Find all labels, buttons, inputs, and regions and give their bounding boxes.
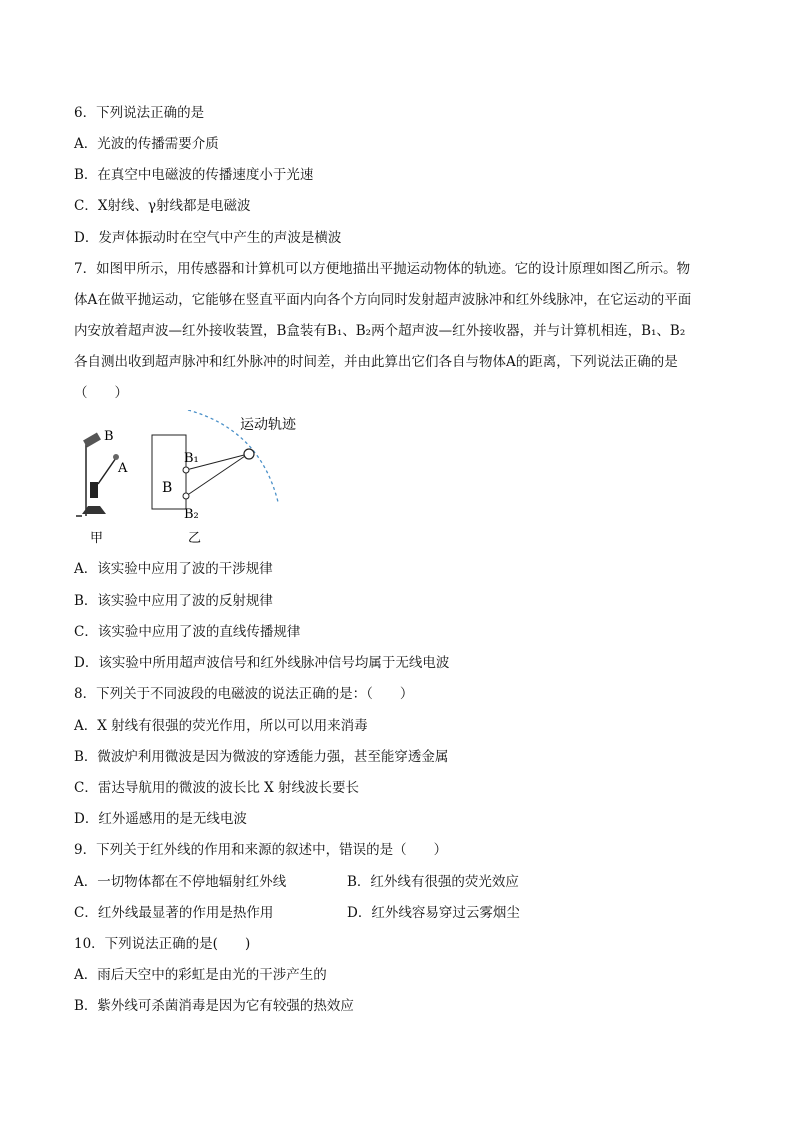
label-box-b: B	[162, 480, 173, 496]
label-b1: B₁	[184, 451, 199, 466]
q6-stem: 6．下列说法正确的是	[74, 105, 205, 121]
figure-yi-principle	[152, 410, 297, 546]
q9-option-b: B．红外线有很强的荧光效应	[347, 874, 519, 890]
q9-stem: 9．下列关于红外线的作用和来源的叙述中，错误的是（ ）	[74, 842, 448, 858]
box-b	[152, 435, 186, 509]
q7-stem-line-1: 7．如图甲所示，用传感器和计算机可以方便地描出平抛运动物体的轨迹。它的设计原理如图乙所示。物	[74, 261, 691, 277]
stand-clamp	[90, 482, 98, 498]
label-jia: 甲	[90, 531, 104, 546]
q7-stem-line-3: 内安放着超声波—红外接收装置，B盒装有B₁、B₂两个超声波—红外接收器，并与计算机相连，B₁、B₂	[74, 323, 686, 339]
q7-stem-line-2: 体A在做平抛运动，它能够在竖直平面内向各个方向同时发射超声波脉冲和红外线脉冲，在它运动的平面	[74, 292, 692, 308]
q7-option-a: A．该实验中应用了波的干涉规律	[74, 561, 273, 577]
q7-figure	[70, 410, 330, 550]
q8-option-b: B．微波炉利用微波是因为微波的穿透能力强，甚至能穿透金属	[74, 749, 449, 765]
q7-option-c: C．该实验中应用了波的直线传播规律	[74, 624, 301, 640]
q7-diagram	[70, 410, 330, 550]
q6-option-a: A．光波的传播需要介质	[74, 136, 219, 152]
q8-option-d: D．红外遥感用的是无线电波	[74, 811, 247, 827]
q8-stem: 8．下列关于不同波段的电磁波的说法正确的是：（ ）	[74, 686, 414, 702]
q9-option-a: A．一切物体都在不停地辐射红外线	[74, 874, 287, 890]
label-a: A	[118, 461, 128, 476]
receiver-b2	[183, 493, 189, 499]
q7-answer-blank: （ ）	[74, 385, 128, 401]
label-b-jia: B	[104, 429, 114, 444]
q6-option-c: C．X射线、γ射线都是电磁波	[74, 198, 251, 214]
q7-option-d: D．该实验中所用超声波信号和红外线脉冲信号均属于无线电波	[74, 655, 450, 671]
q7-stem-line-4: 各自测出收到超声脉冲和红外脉冲的时间差，并由此算出它们各自与物体A的距离，下列说法正确的是	[74, 354, 678, 370]
q6-option-b: B．在真空中电磁波的传播速度小于光速	[74, 167, 314, 183]
object-a-circle	[244, 449, 254, 459]
q8-option-c: C．雷达导航用的微波的波长比 X 射线波长要长	[74, 780, 360, 796]
receiver-b1	[183, 467, 189, 473]
label-yi: 乙	[188, 531, 202, 546]
q6-option-d: D．发声体振动时在空气中产生的声波是横波	[74, 230, 342, 246]
q10-option-b: B．紫外线可杀菌消毒是因为它有较强的热效应	[74, 998, 354, 1014]
object-a-ball	[113, 454, 119, 460]
q10-stem: 10．下列说法正确的是( )	[74, 936, 251, 952]
q7-option-b: B．该实验中应用了波的反射规律	[74, 593, 273, 609]
q9-option-c: C．红外线最显著的作用是热作用	[74, 905, 274, 921]
q10-option-a: A．雨后天空中的彩虹是由光的干涉产生的	[74, 967, 327, 983]
trajectory-label: 运动轨迹	[240, 417, 296, 433]
q9-option-d: D．红外线容易穿过云雾烟尘	[347, 905, 520, 921]
label-b2: B₂	[184, 507, 199, 522]
figure-jia-apparatus	[76, 429, 128, 546]
q8-option-a: A．X 射线有很强的荧光作用，所以可以用来消毒	[74, 718, 368, 734]
